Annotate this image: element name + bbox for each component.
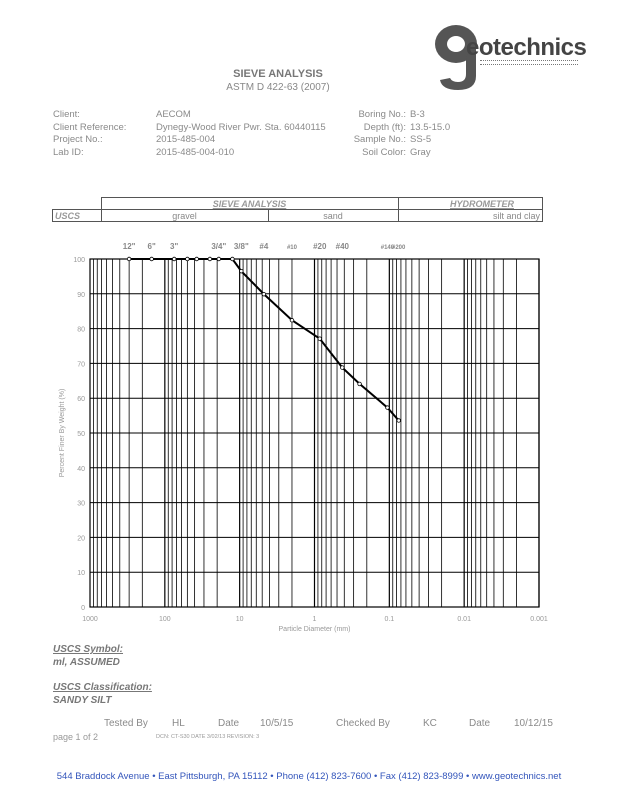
lab-id-value: 2015-485-004-010 xyxy=(156,146,235,158)
sieve-size-label: 3/8" xyxy=(233,242,249,251)
checked-by-label: Checked By xyxy=(336,718,390,729)
project-no-value: 2015-485-004 xyxy=(156,134,216,146)
y-tick-label: 10 xyxy=(77,570,85,578)
data-point xyxy=(231,257,235,261)
data-point xyxy=(358,382,362,386)
uscs-symbol-label: USCS Symbol: xyxy=(53,644,124,655)
soil-color-label: Soil Color: xyxy=(362,146,406,158)
y-axis-label: Percent Finer By Weight (%) xyxy=(59,388,66,478)
data-point xyxy=(386,406,390,410)
data-point xyxy=(397,419,401,423)
data-point xyxy=(150,257,154,261)
y-tick-label: 30 xyxy=(77,500,85,508)
x-tick-label: 100 xyxy=(158,616,171,623)
project-no-label: Project No.: xyxy=(53,134,103,146)
client-value: AECOM xyxy=(156,109,191,120)
client-reference-label: Client Reference: xyxy=(53,121,127,133)
sieve-size-label: #4 xyxy=(259,242,269,251)
sieve-size-label: 12" xyxy=(122,242,136,251)
report-standard: ASTM D 422-63 (2007) xyxy=(226,82,330,93)
document-control-number: DCN: CT-S30 DATE 3/02/13 REVISION: 3 xyxy=(156,734,260,740)
x-tick-label: 10 xyxy=(235,616,244,623)
x-tick-label: 1000 xyxy=(82,616,98,623)
sieve-size-label: #200 xyxy=(392,245,406,251)
x-tick-label: 1 xyxy=(312,616,317,623)
data-point xyxy=(217,257,221,261)
page-number: page 1 of 2 xyxy=(53,732,99,742)
y-tick-label: 40 xyxy=(77,465,85,473)
date2-label: Date xyxy=(469,718,491,729)
sieve-size-label: 3" xyxy=(170,242,179,251)
sieve-size-label: #140 xyxy=(380,245,395,251)
sample-no-value: SS-5 xyxy=(410,134,432,146)
y-tick-label: 90 xyxy=(77,291,85,299)
uscs-symbol-value: ml, ASSUMED xyxy=(53,657,120,668)
tested-by-value: HL xyxy=(172,718,185,729)
y-tick-label: 20 xyxy=(77,535,85,543)
x-tick-label: 0.1 xyxy=(384,616,395,623)
boring-no-value: B-3 xyxy=(410,109,425,120)
sieve-size-label: #10 xyxy=(286,245,297,251)
checked-by-value: KC xyxy=(423,718,437,729)
data-point xyxy=(127,257,131,261)
data-point xyxy=(195,257,199,261)
depth-label: Depth (ft): xyxy=(363,121,406,133)
data-point xyxy=(318,337,322,341)
data-point xyxy=(208,257,212,261)
logo-wordmark: eotechnics xyxy=(466,34,587,61)
client-label: Client: xyxy=(53,109,80,120)
sieve-analysis-header: SIEVE ANALYSIS xyxy=(101,198,398,210)
uscs-classification-label: USCS Classification: xyxy=(53,682,152,693)
uscs-header-label: USCS xyxy=(53,210,102,222)
data-point xyxy=(240,269,244,273)
lab-id-label: Lab ID: xyxy=(53,146,84,158)
data-point xyxy=(341,366,345,370)
date2-value: 10/12/15 xyxy=(514,718,553,729)
data-point xyxy=(262,292,266,296)
x-axis-label: Particle Diameter (mm) xyxy=(278,626,351,633)
sieve-size-label: 6" xyxy=(147,242,156,251)
sample-no-label: Sample No.: xyxy=(353,134,406,146)
sieve-size-label: #20 xyxy=(313,242,327,251)
sand-column: sand xyxy=(268,210,398,222)
data-point xyxy=(172,257,176,261)
client-reference-value: Dynegy-Wood River Pwr. Sta. 60440115 xyxy=(156,121,326,133)
boring-no-label: Boring No.: xyxy=(358,109,406,120)
tested-by-label: Tested By xyxy=(104,718,148,729)
footer-contact: 544 Braddock Avenue • East Pittsburgh, PA 15112 • Phone (412) 823-7600 • Fax (412) 823-8999 • www.geotechnics.net xyxy=(56,771,562,782)
y-tick-label: 100 xyxy=(73,257,85,264)
gravel-column: gravel xyxy=(101,210,268,222)
hydrometer-header: HYDROMETER xyxy=(398,198,543,210)
data-point xyxy=(186,257,190,261)
y-tick-label: 60 xyxy=(77,396,85,404)
gradation-curve xyxy=(129,259,399,421)
date1-label: Date xyxy=(218,718,240,729)
x-tick-label: 0.001 xyxy=(530,616,548,623)
report-title: SIEVE ANALYSIS xyxy=(233,68,323,80)
uscs-classification-value: SANDY SILT xyxy=(53,695,112,706)
y-tick-label: 50 xyxy=(77,431,85,438)
soil-color-value: Gray xyxy=(410,146,431,158)
data-point xyxy=(290,318,294,322)
sieve-size-label: 3/4" xyxy=(211,242,227,251)
y-tick-label: 0 xyxy=(81,605,85,612)
silt-clay-column: silt and clay xyxy=(398,210,543,222)
y-tick-label: 80 xyxy=(77,326,85,334)
depth-value: 13.5-15.0 xyxy=(410,121,451,133)
date1-value: 10/5/15 xyxy=(260,718,294,729)
sieve-size-label: #40 xyxy=(335,242,349,251)
y-tick-label: 70 xyxy=(77,361,85,369)
x-tick-label: 0.01 xyxy=(457,616,471,623)
